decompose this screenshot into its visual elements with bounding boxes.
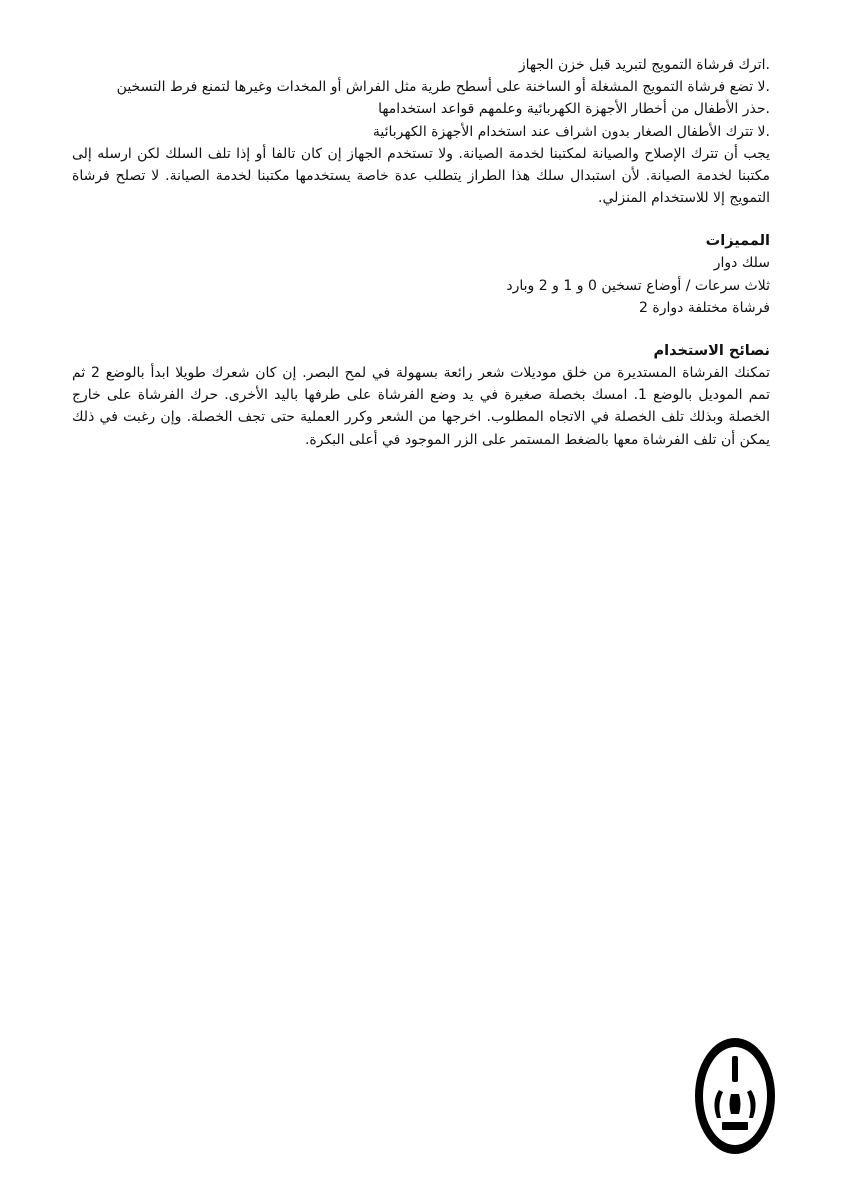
safety-section — [72, 54, 770, 209]
tips-section — [72, 340, 770, 451]
safety-line-2: .لا تضع فرشاة التمويج المشغلة أو الساخنة على أسطح طرية مثل الفراش أو المخدات وغيرها لتمنع فرط التسخين — [116, 79, 770, 96]
features-section — [72, 230, 770, 319]
tips-heading: نصائح الاستخدام — [653, 343, 770, 360]
section-spacer — [72, 319, 770, 340]
section-spacer — [72, 209, 770, 230]
manual-page — [72, 54, 770, 451]
repair-paragraph: يجب أن تترك الإصلاح والصيانة لمكتبنا لخدمة الصيانة. ولا تستخدم الجهاز إن كان تالفا أو إذا تلف السلك لكن ارسله إلى مكتبنا لخدمة الصيانة. لأن استبدال سلك هذا الطراز يتطلب عدة خاصة يستخدمها مكتبنا لخدمة الصيانة. لا تصلح فرشاة التمويج إلا للاستخدام المنزلي. — [72, 145, 770, 207]
feature-item-2: ثلاث سرعات / أوضاع تسخين 0 و 1 و 2 وبارد — [506, 277, 770, 294]
tips-paragraph: تمكنك الفرشاة المستديرة من خلق موديلات شعر رائعة بسهولة في لمح البصر. إن كان شعرك طويلا ابدأ بالوضع 2 ثم تمم الموديل بالوضع 1. امسك بخصلة صغيرة في يد وضع الفرشاة على طرفها باليد الأخرى. حرك الفرشاة على خارج الخصلة وبذلك تلف الخصلة في الاتجاه المطلوب. اخرجها من الشعر وكرر العملية حتى تجف الخصلة. وإن رغبت في ذلك يمكن أن تلف الفرشاة معها بالضغط المستمر على الزر الموجود في أعلى البكرة. — [72, 365, 771, 448]
features-heading: المميزات — [705, 233, 770, 250]
brand-emblem-icon — [690, 1032, 780, 1160]
safety-line-4: .لا تترك الأطفال الصغار بدون اشراف عند استخدام الأجهزة الكهربائية — [372, 123, 770, 140]
feature-item-1: سلك دوار — [713, 255, 770, 272]
feature-item-3: فرشاة مختلفة دوارة 2 — [639, 299, 770, 316]
safety-line-1: .اترك فرشاة التمويج لتبريد قبل خزن الجهاز — [518, 57, 770, 73]
safety-line-3: .حذر الأطفال من أخطار الأجهزة الكهربائية وعلمهم قواعد استخدامها — [378, 101, 770, 118]
